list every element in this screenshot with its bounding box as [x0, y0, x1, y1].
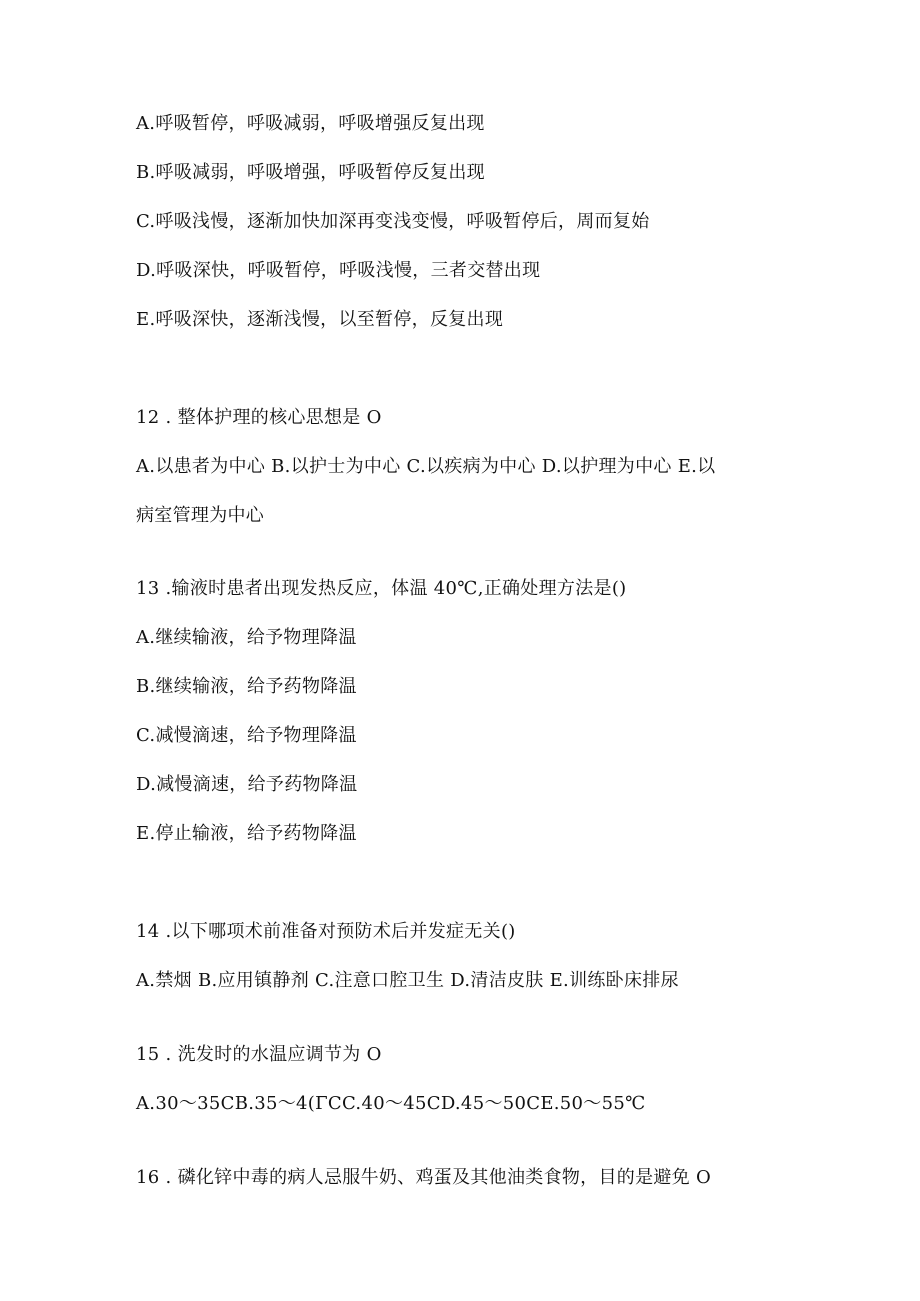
question-12: 12 . 整体护理的核心思想是 O	[136, 407, 382, 428]
option-e-breathing: E.呼吸深快，逐渐浅慢，以至暂停，反复出现	[136, 309, 504, 330]
question-13-option-e: E.停止输液，给予药物降温	[136, 823, 357, 844]
question-13-option-b: B.继续输液，给予药物降温	[136, 676, 357, 697]
question-12-options-line1: A.以患者为中心 B.以护士为中心 C.以疾病为中心 D.以护理为中心 E.以	[136, 456, 716, 477]
question-13: 13 .输液时患者出现发热反应，体温 40℃,正确处理方法是()	[136, 578, 627, 599]
question-12-options-line2: 病室管理为中心	[136, 505, 265, 526]
question-14: 14 .以下哪项术前准备对预防术后并发症无关()	[136, 921, 516, 942]
question-13-option-a: A.继续输液，给予物理降温	[136, 627, 357, 648]
question-13-option-c: C.减慢滴速，给予物理降温	[136, 725, 357, 746]
question-15: 15 . 洗发时的水温应调节为 O	[136, 1044, 382, 1065]
question-14-options: A.禁烟 B.应用镇静剂 C.注意口腔卫生 D.清洁皮肤 E.训练卧床排尿	[136, 970, 679, 991]
question-15-options: A.30～35CB.35～4(ΓCC.40～45CD.45～50CE.50～55℃	[136, 1093, 646, 1114]
option-c-breathing: C.呼吸浅慢，逐渐加快加深再变浅变慢，呼吸暂停后，周而复始	[136, 211, 650, 232]
question-16: 16 . 磷化锌中毒的病人忌服牛奶、鸡蛋及其他油类食物，目的是避免 O	[136, 1167, 712, 1188]
option-d-breathing: D.呼吸深快，呼吸暂停，呼吸浅慢，三者交替出现	[136, 260, 541, 281]
question-13-option-d: D.减慢滴速，给予药物降温	[136, 774, 358, 795]
option-a-breathing: A.呼吸暂停，呼吸减弱，呼吸增强反复出现	[136, 113, 485, 134]
option-b-breathing: B.呼吸减弱，呼吸增强，呼吸暂停反复出现	[136, 162, 485, 183]
